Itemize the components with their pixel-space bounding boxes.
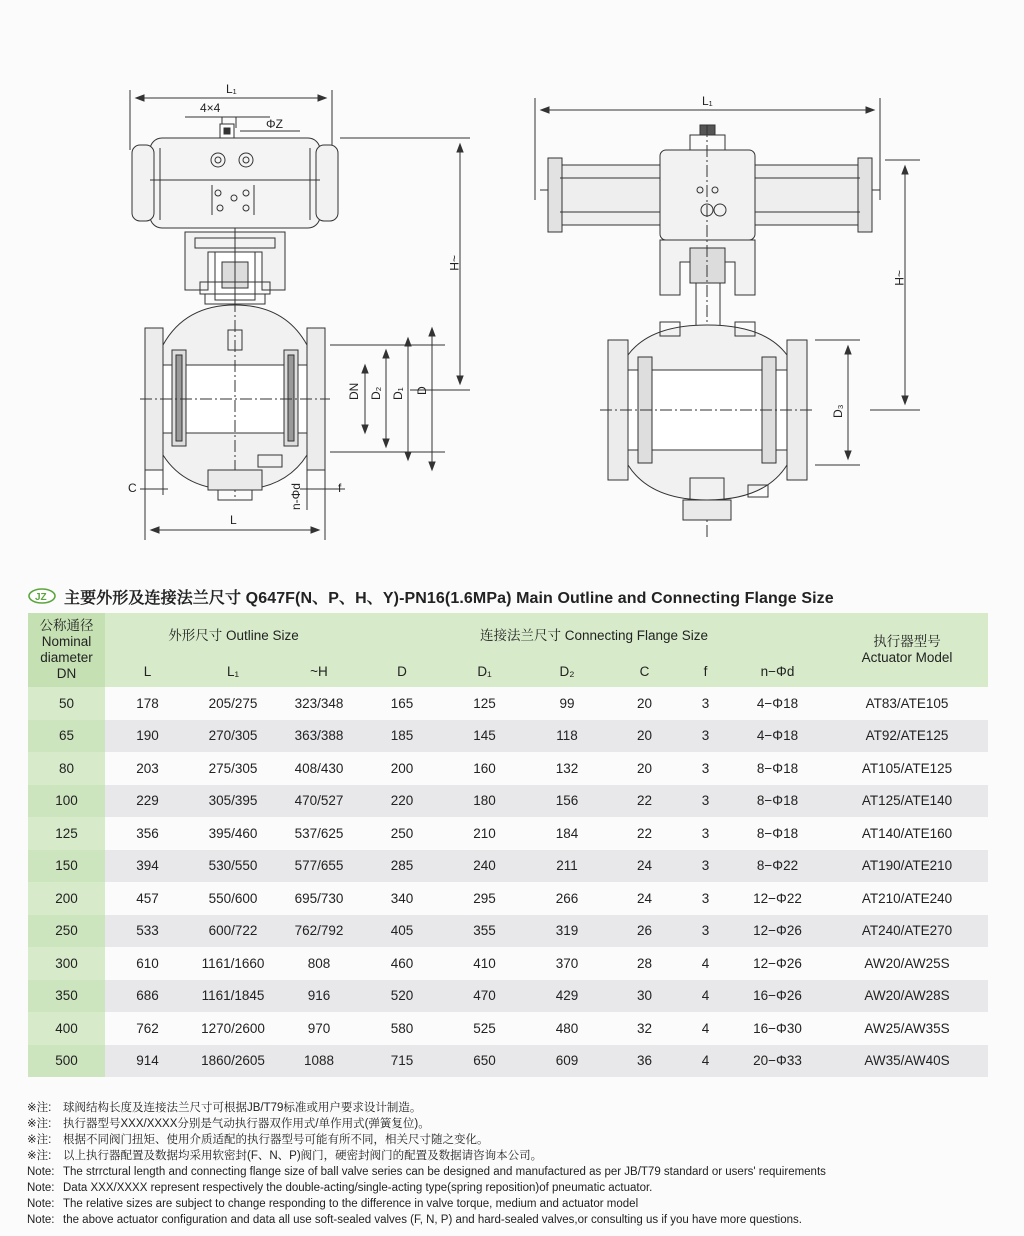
note-mark: Note:: [27, 1166, 55, 1178]
table-cell: 715: [362, 1045, 442, 1078]
table-cell: 914: [105, 1045, 190, 1078]
table-cell: 8−Φ22: [729, 850, 826, 883]
table-cell: 4: [682, 1045, 729, 1078]
cell-actuator-model: AW20/AW28S: [826, 980, 988, 1013]
table-cell: 3: [701, 760, 710, 776]
table-cell: 650: [442, 1045, 527, 1078]
table-cell: 1161/1660: [201, 955, 265, 971]
table-cell: 408/430: [294, 760, 344, 776]
table-cell: 520: [362, 980, 442, 1013]
table-cell: 145: [442, 720, 527, 753]
svg-text:JZ: JZ: [35, 592, 47, 603]
dim-l1-left: L₁: [226, 82, 237, 96]
table-cell: 12−Φ26: [729, 915, 826, 948]
column-header: ~H: [276, 655, 362, 687]
column-header: f: [682, 655, 729, 687]
table-cell: 8−Φ18: [729, 785, 826, 818]
header-outline-size: 外形尺寸 Outline Size: [105, 613, 362, 655]
table-row: [28, 915, 988, 948]
table-cell: 808: [307, 955, 331, 971]
table-cell: 480: [555, 1020, 579, 1036]
cell-dn: 125: [28, 817, 105, 850]
table-cell: 270/305: [190, 720, 276, 753]
note-line: [27, 1132, 1007, 1148]
table-cell: 610: [136, 955, 159, 971]
cell-actuator-model: AW25/AW35S: [864, 1020, 950, 1036]
table-cell: 4−Φ18: [756, 695, 799, 711]
table-row: [28, 850, 988, 883]
note-line: [27, 1148, 1007, 1164]
table-cell: 355: [442, 915, 527, 948]
table-cell: 460: [390, 955, 414, 971]
dim-dn: DN: [347, 382, 361, 400]
table-cell: 180: [442, 785, 527, 818]
cell-dn: 500: [28, 1045, 105, 1078]
table-cell: 4: [682, 980, 729, 1013]
note-text: The strrctural length and connecting flange size of ball valve series can be designed and manufactured as per JB/T79 standard or users' requirements: [63, 1166, 826, 1178]
table-cell: 3: [701, 890, 710, 906]
table-row: [28, 687, 988, 720]
note-mark: ※注:: [27, 1102, 52, 1114]
table-row: [28, 720, 988, 753]
table-row: [28, 1045, 988, 1078]
note-text: the above actuator configuration and data all use soft-sealed valves (F, N, P) and hard-sealed valves,or consulting us if you have more questions.: [63, 1214, 802, 1226]
table-cell: 3: [701, 825, 710, 841]
brand-logo-icon: [28, 588, 56, 604]
table-row: [28, 882, 988, 915]
dim-d: D: [415, 386, 429, 395]
table-cell: 211: [527, 850, 607, 883]
cell-dn: 50: [28, 687, 105, 720]
column-header: C: [607, 655, 682, 687]
header-connecting-flange-size: 连接法兰尺寸 Connecting Flange Size: [362, 613, 826, 655]
cell-actuator-model: AT140/ATE160: [861, 825, 953, 841]
column-header: L: [105, 655, 190, 687]
column-header: n−Φd: [729, 655, 826, 687]
table-cell: 240: [442, 850, 527, 883]
table-cell: 20: [607, 720, 682, 753]
table-cell: 1088: [276, 1045, 362, 1078]
note-line: [27, 1196, 1007, 1212]
table-cell: 340: [390, 890, 414, 906]
spec-table: [28, 613, 988, 1077]
dim-4x4: 4×4: [200, 101, 221, 115]
dim-d3: D₃: [831, 404, 845, 418]
table-cell: 4: [701, 955, 710, 971]
right-valve-drawing: [535, 94, 920, 540]
dim-l: L: [230, 513, 237, 527]
table-row: [28, 785, 988, 818]
dim-d1: D₁: [391, 387, 405, 400]
cell-dn: 400: [28, 1012, 105, 1045]
table-cell: 178: [136, 695, 159, 711]
technical-drawings: [0, 0, 1024, 575]
notes-section: [27, 1100, 1007, 1228]
table-cell: 916: [276, 980, 362, 1013]
table-cell: 762: [136, 1020, 159, 1036]
table-row: [28, 947, 988, 980]
table-cell: 26: [607, 915, 682, 948]
table-cell: 295: [473, 890, 496, 906]
cell-dn: 100: [28, 785, 105, 818]
cell-actuator-model: AW20/AW25S: [864, 955, 950, 971]
note-mark: Note:: [27, 1214, 55, 1226]
dim-n-phi-d: n-Φd: [289, 483, 303, 510]
table-cell: 118: [527, 720, 607, 753]
table-cell: 457: [136, 890, 159, 906]
cell-dn: 300: [28, 947, 105, 980]
column-header: L₁: [190, 655, 276, 687]
table-cell: 3: [682, 785, 729, 818]
table-cell: 16−Φ26: [729, 980, 826, 1013]
table-row: [28, 980, 988, 1013]
table-cell: 550/600: [208, 890, 258, 906]
table-cell: 132: [555, 760, 579, 776]
table-cell: 190: [105, 720, 190, 753]
left-valve-drawing: [128, 82, 470, 540]
cell-dn: 200: [28, 882, 105, 915]
table-cell: 609: [527, 1045, 607, 1078]
note-text: 根据不同阀门扭矩、使用介质适配的执行器型号可能有所不同，相关尺寸随之变化。: [63, 1134, 489, 1146]
table-cell: 16−Φ30: [753, 1020, 802, 1036]
table-cell: 99: [559, 695, 575, 711]
cell-actuator-model: AT240/ATE270: [826, 915, 988, 948]
table-cell: 305/395: [190, 785, 276, 818]
dim-h-left: ~H: [447, 255, 461, 271]
table-cell: 12−Φ22: [753, 890, 802, 906]
note-line: [27, 1100, 1007, 1116]
table-row: [28, 817, 988, 850]
table-cell: 370: [555, 955, 579, 971]
table-cell: 530/550: [190, 850, 276, 883]
note-mark: Note:: [27, 1198, 55, 1210]
note-text: 球阀结构长度及连接法兰尺寸可根据JB/T79标准或用户要求设计制造。: [63, 1102, 422, 1114]
table-cell: 537/625: [294, 825, 344, 841]
column-header: D₂: [527, 655, 607, 687]
table-cell: 203: [136, 760, 159, 776]
table-cell: 319: [527, 915, 607, 948]
table-cell: 4: [701, 1020, 710, 1036]
note-text: 以上执行器配置及数据均采用软密封(F、N、P)阀门，硬密封阀门的配置及数据请咨询本公司。: [63, 1150, 543, 1162]
table-cell: 156: [527, 785, 607, 818]
note-line: [27, 1116, 1007, 1132]
cell-dn: 150: [28, 850, 105, 883]
table-cell: 24: [636, 890, 653, 906]
dim-c: C: [128, 481, 137, 495]
column-header: D: [362, 655, 442, 687]
table-cell: 762/792: [276, 915, 362, 948]
table-cell: 405: [362, 915, 442, 948]
table-cell: 970: [307, 1020, 331, 1036]
table-cell: 250: [390, 825, 414, 841]
table-cell: 285: [362, 850, 442, 883]
table-cell: 4−Φ18: [729, 720, 826, 753]
section-title-row: [28, 583, 1008, 609]
dim-d2: D₂: [369, 386, 383, 400]
note-text: 执行器型号XXX/XXXX分别是气动执行器双作用式/单作用式(弹簧复位)。: [63, 1118, 430, 1130]
cell-actuator-model: AT125/ATE140: [826, 785, 988, 818]
table-cell: 36: [607, 1045, 682, 1078]
table-cell: 3: [682, 720, 729, 753]
table-cell: 8−Φ18: [756, 825, 799, 841]
table-cell: 160: [473, 760, 496, 776]
table-row: [28, 752, 988, 785]
table-cell: 470/527: [276, 785, 362, 818]
cell-actuator-model: AT105/ATE125: [861, 760, 953, 776]
note-text: Data XXX/XXXX represent respectively the double-acting/single-acting type(spring reposition)of pneumatic actuator.: [63, 1182, 653, 1194]
table-cell: 533: [105, 915, 190, 948]
table-cell: 695/730: [294, 890, 344, 906]
cell-dn: 250: [28, 915, 105, 948]
table-cell: 20−Φ33: [729, 1045, 826, 1078]
note-text: The relative sizes are subject to change responding to the difference in valve torque, medium and actuator model: [63, 1198, 639, 1210]
dim-f: f: [338, 481, 342, 495]
table-cell: 394: [105, 850, 190, 883]
note-line: [27, 1164, 1007, 1180]
table-cell: 580: [390, 1020, 414, 1036]
table-cell: 185: [362, 720, 442, 753]
dim-l1-right: L₁: [702, 94, 713, 108]
table-cell: 3: [682, 850, 729, 883]
cell-actuator-model: AW35/AW40S: [826, 1045, 988, 1078]
note-mark: ※注:: [27, 1118, 52, 1130]
cell-actuator-model: AT210/ATE240: [861, 890, 953, 906]
table-cell: 429: [527, 980, 607, 1013]
table-cell: 3: [701, 695, 710, 711]
table-cell: 200: [390, 760, 414, 776]
cell-dn: 350: [28, 980, 105, 1013]
dim-phi-z: ΦZ: [266, 117, 283, 131]
table-cell: 266: [555, 890, 579, 906]
table-cell: 210: [473, 825, 496, 841]
table-cell: 600/722: [190, 915, 276, 948]
table-cell: 20: [636, 695, 653, 711]
table-cell: 165: [390, 695, 414, 711]
table-cell: 525: [473, 1020, 496, 1036]
note-line: [27, 1180, 1007, 1196]
table-row: [28, 1012, 988, 1045]
table-cell: 184: [555, 825, 579, 841]
note-mark: Note:: [27, 1182, 55, 1194]
table-cell: 229: [105, 785, 190, 818]
table-cell: 1161/1845: [190, 980, 276, 1013]
table-cell: 8−Φ18: [756, 760, 799, 776]
table-cell: 1270/2600: [201, 1020, 265, 1036]
cell-actuator-model: AT190/ATE210: [826, 850, 988, 883]
table-cell: 395/460: [208, 825, 258, 841]
table-cell: 125: [473, 695, 496, 711]
dim-h-right: ~H: [892, 270, 906, 286]
table-cell: 275/305: [208, 760, 258, 776]
table-cell: 220: [362, 785, 442, 818]
table-cell: 24: [607, 850, 682, 883]
table-cell: 577/655: [276, 850, 362, 883]
table-cell: 323/348: [294, 695, 344, 711]
page-title: 主要外形及连接法兰尺寸 Q647F(N、P、H、Y)-PN16(1.6MPa) Main Outline and Connecting Flange Size: [64, 589, 834, 607]
header-actuator-model: 执行器型号 Actuator Model: [826, 613, 988, 687]
table-cell: 410: [473, 955, 496, 971]
cell-dn: 65: [28, 720, 105, 753]
table-cell: 22: [636, 825, 653, 841]
note-line: [27, 1212, 1007, 1228]
header-nominal-diameter: 公称通径 Nominal diameter DN: [28, 613, 105, 687]
cell-actuator-model: AT92/ATE125: [826, 720, 988, 753]
table-cell: 30: [607, 980, 682, 1013]
table-cell: 28: [636, 955, 653, 971]
table-cell: 20: [636, 760, 653, 776]
table-cell: 32: [636, 1020, 653, 1036]
table-cell: 1860/2605: [190, 1045, 276, 1078]
column-header: D₁: [442, 655, 527, 687]
table-cell: 470: [442, 980, 527, 1013]
table-cell: 205/275: [208, 695, 258, 711]
table-cell: 22: [607, 785, 682, 818]
note-mark: ※注:: [27, 1150, 52, 1162]
table-cell: 356: [136, 825, 159, 841]
table-cell: 12−Φ26: [753, 955, 802, 971]
table-cell: 3: [682, 915, 729, 948]
note-mark: ※注:: [27, 1134, 52, 1146]
table-cell: 363/388: [276, 720, 362, 753]
table-cell: 686: [105, 980, 190, 1013]
cell-actuator-model: AT83/ATE105: [865, 695, 949, 711]
cell-dn: 80: [28, 752, 105, 785]
